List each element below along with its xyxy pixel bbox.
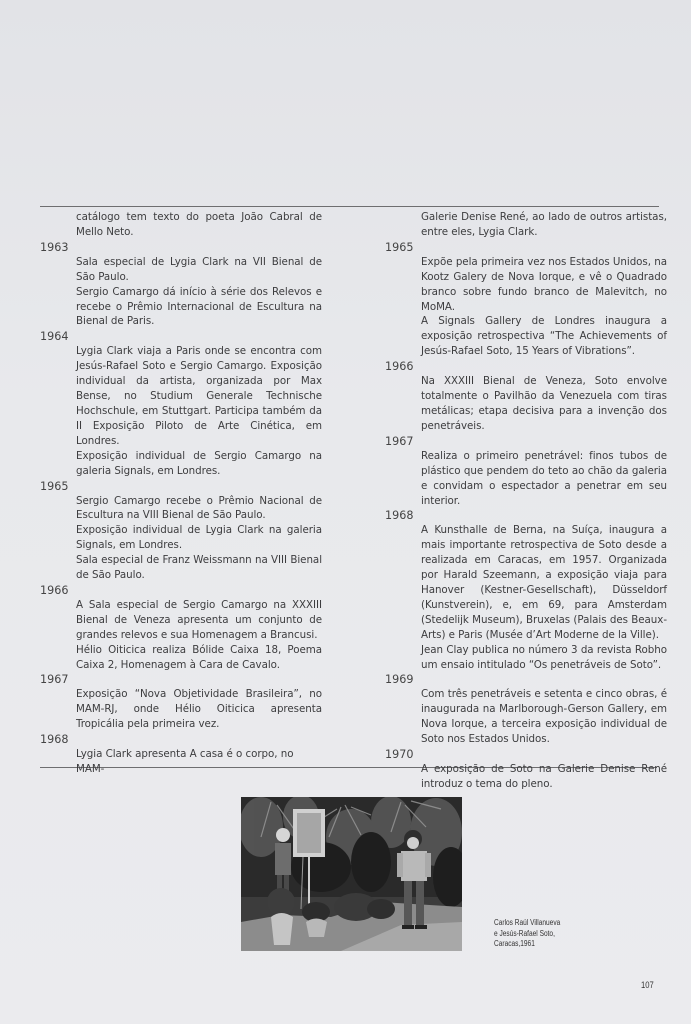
year-heading: 1965	[40, 479, 69, 493]
continuation-text: catálogo tem texto do poeta João Cabral de Mello Neto.	[76, 211, 322, 238]
entry-paragraph: Sala especial de Franz Weissmann na VIII Bienal de São Paulo.	[76, 554, 322, 582]
archival-photo	[241, 797, 462, 951]
entry-paragraph: Na XXXIII Bienal de Veneza, Soto envolve totalmente o Pavilhão da Venezuela com tiras metálicas; etapa decisiva para a invenção dos penetráveis.	[421, 375, 667, 432]
chronology-right-column	[385, 210, 667, 792]
year-heading: 1966	[40, 583, 69, 597]
entry-paragraph: A Kunsthalle de Berna, na Suíça, inaugura a mais importante retrospectiva de Soto desde a realizada em Caracas, em 1957. Organizada por Harald Szeemann, a exposição viaja para Hanover (Kestner-Gesellschaft), Düsseldorf (Kunstverein), e, em 69, para Amsterdam (Stedelijk Museum), Bruxelas (Palais des Beaux-Arts) e Paris (Musée d’Art Moderne de la Ville).	[421, 524, 667, 641]
year-entry	[76, 747, 322, 777]
entry-paragraph: Com três penetráveis e setenta e cinco obras, é inaugurada na Marlborough-Gerson Gallery, em Nova Iorque, a terceira exposição individual de Soto nos Estados Unidos.	[421, 688, 667, 746]
year-entry	[421, 449, 667, 509]
year-heading: 1966	[385, 360, 414, 374]
entry-paragraph: Sergio Camargo dá início à série dos Relevos e recebe o Prêmio Internacional de Escultura na Bienal de Paris.	[76, 285, 322, 328]
year-heading: 1967	[385, 434, 414, 448]
entry-paragraph: Expõe pela primeira vez nos Estados Unidos, na Kootz Galery de Nova Iorque, e vê o Quadrado branco sobre fundo branco de Malevitch, no MoMA.	[421, 255, 667, 313]
year-heading: 1969	[385, 673, 414, 687]
entry-paragraph: A Sala especial de Sergio Camargo na XXXIII Bienal de Veneza apresenta um conjunto de grandes relevos e sua Homenagem a Brancusi.	[76, 598, 322, 641]
caption-line: Caracas,1961	[494, 939, 535, 948]
year-heading: 1968	[40, 733, 69, 747]
entry-paragraph: Lygia Clark viaja a Paris onde se encontra com Jesús-Rafael Soto e Sergio Camargo. Exposição individual da artista, organizada por Max Bense, no Studium Generale Technische Hochschule, em Stuttgart. Participa também da II Exposição Piloto de Arte Cinética, em Londres.	[76, 345, 322, 447]
entry-paragraph: Sala especial de Lygia Clark na VII Bienal de São Paulo.	[76, 255, 322, 283]
year-heading: 1968	[385, 509, 414, 523]
year-entry	[421, 687, 667, 747]
entry-paragraph: Sergio Camargo recebe o Prêmio Nacional de Escultura na VIII Bienal de São Paulo.	[76, 494, 322, 522]
year-heading: 1964	[40, 330, 69, 344]
year-entry	[76, 255, 322, 330]
year-entry	[76, 344, 322, 478]
top-rule	[40, 206, 659, 207]
year-entry	[76, 494, 322, 583]
caption-line: Carlos Raúl Villanueva	[494, 918, 561, 927]
year-entry	[421, 255, 667, 359]
year-heading: 1967	[40, 673, 69, 687]
year-entry	[421, 762, 667, 792]
year-heading: 1970	[385, 748, 414, 762]
entry-paragraph: Lygia Clark apresenta A casa é o corpo, no MAM-	[76, 748, 294, 776]
entry-paragraph: Exposição individual de Sergio Camargo na galeria Signals, em Londres.	[76, 449, 322, 477]
photo-caption	[494, 918, 568, 950]
entry-paragraph: Realiza o primeiro penetrável: finos tubos de plástico que pendem do teto ao chão da galeria e convidam o espectador a penetrar em seu interior.	[421, 449, 667, 507]
year-entry	[76, 598, 322, 673]
year-entry	[421, 374, 667, 434]
year-heading: 1963	[40, 240, 69, 254]
year-heading: 1965	[385, 240, 414, 254]
chronology-left-column	[40, 210, 322, 777]
entry-paragraph: A exposição de Soto na Galerie Denise René introduz o tema do pleno.	[421, 763, 667, 790]
entry-paragraph: Hélio Oiticica realiza Bólide Caixa 18, Poema Caixa 2, Homenagem à Cara de Cavalo.	[76, 643, 322, 671]
entry-paragraph: Exposição “Nova Objetividade Brasileira”, no MAM-RJ, onde Hélio Oiticica apresenta Tropicália pela primeira vez.	[76, 688, 322, 731]
year-entry	[76, 687, 322, 732]
entry-paragraph: Exposição individual de Lygia Clark na galeria Signals, em Londres.	[76, 524, 322, 552]
page-number: 107	[641, 980, 654, 990]
caption-line: e Jesús-Rafael Soto,	[494, 928, 555, 938]
continuation-text: Galerie Denise René, ao lado de outros artistas, entre eles, Lygia Clark.	[421, 211, 667, 238]
year-entry	[421, 523, 667, 672]
entry-paragraph: A Signals Gallery de Londres inaugura a exposição retrospectiva “The Achievements of Jesús-Rafael Soto, 15 Years of Vibrations”.	[421, 315, 667, 358]
entry-paragraph: Jean Clay publica no número 3 da revista Robho um ensaio intitulado “Os penetráveis de Soto”.	[421, 643, 667, 671]
